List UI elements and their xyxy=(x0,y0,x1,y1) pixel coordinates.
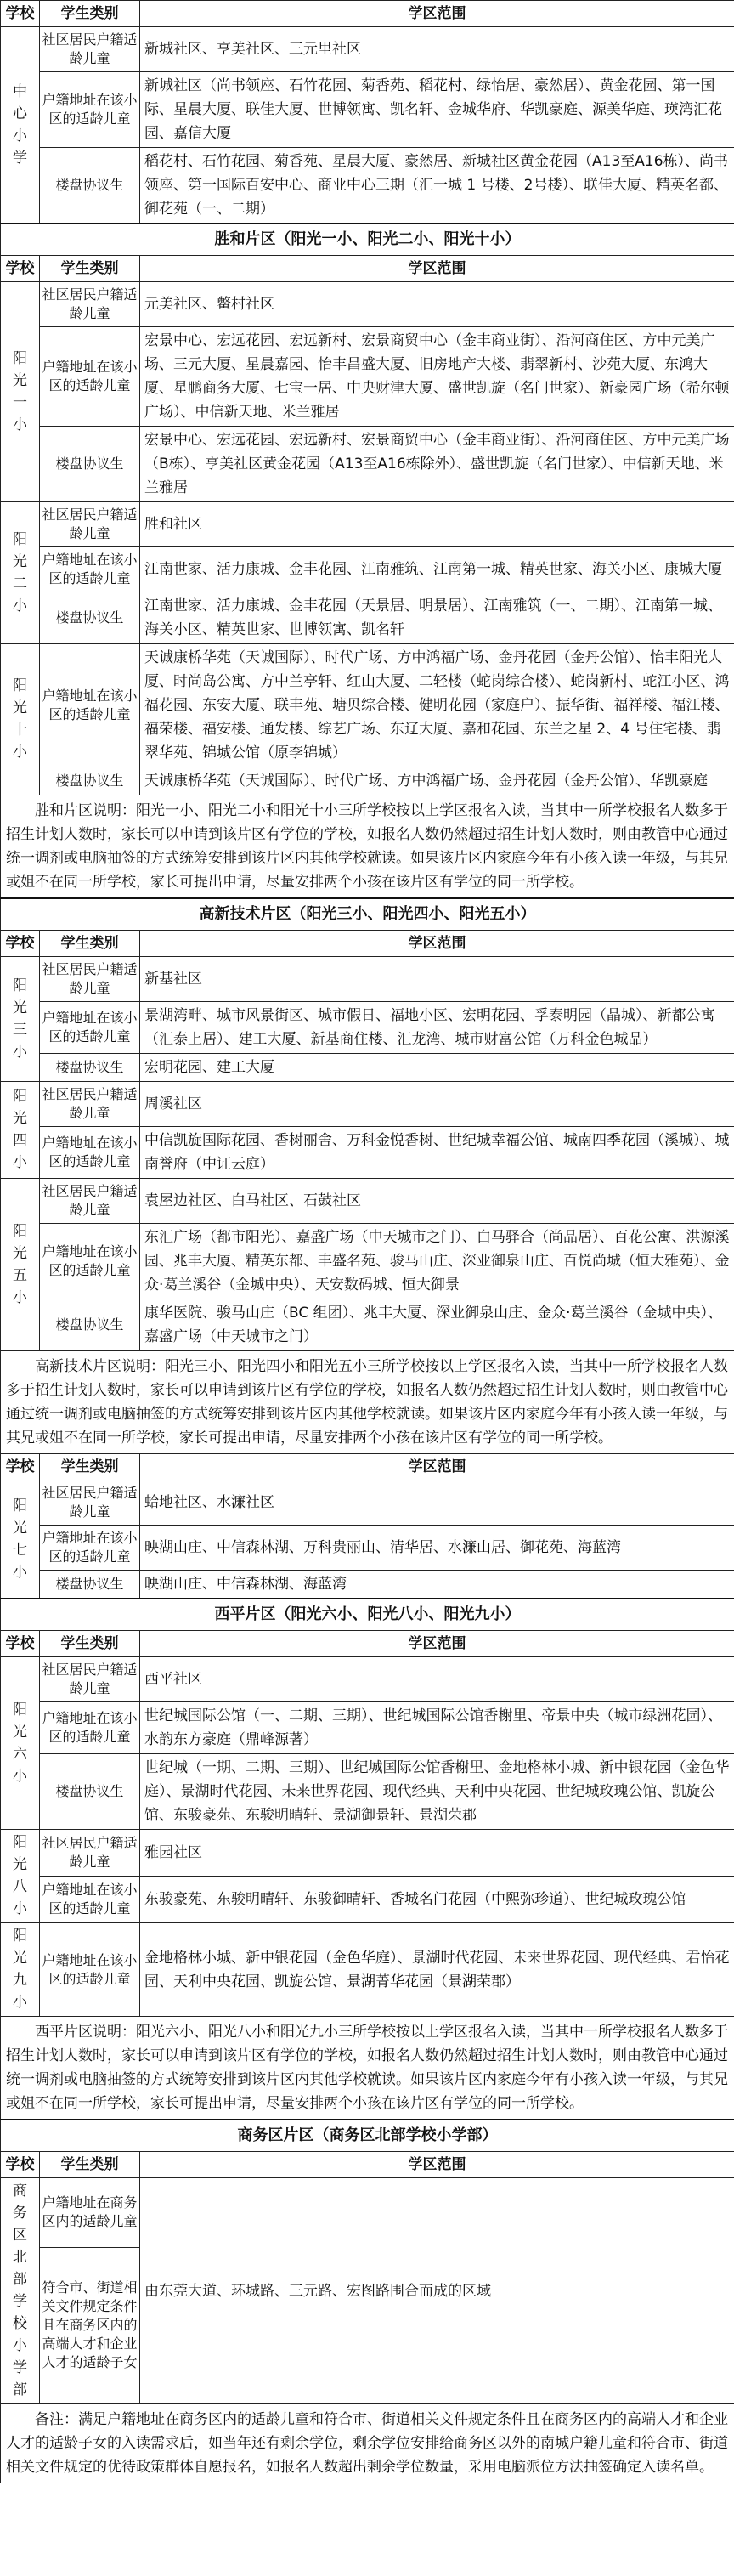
student-category: 楼盘协议生 xyxy=(40,1054,140,1082)
header-category: 学生类别 xyxy=(40,1631,140,1657)
student-category: 楼盘协议生 xyxy=(40,148,140,224)
section-note: 高新技术片区说明：阳光三小、阳光四小和阳光五小三所学校按以上学区报名入读，当其中一所学校报名人数多于招生计划人数时，家长可以申请到该片区有学位的学校，如报名人数仍然超过招生计划人数时，则由教管中心通过统一调剂或电脑抽签的方式统筹安排到该片区内其他学校就读。如果该片区内家庭今年有小孩入读一年级，与其兄或姐不在同一所学校，家长可提出申请，尽量安排两个小孩在该片区有学位的同一所学校。 xyxy=(1,1351,734,1454)
header-area: 学区范围 xyxy=(140,256,734,282)
district-area: 元美社区、鳖村社区 xyxy=(140,282,734,327)
table-row xyxy=(1,1480,734,1526)
district-area: 映湖山庄、中信森林湖、海蓝湾 xyxy=(140,1571,734,1599)
table-row xyxy=(1,1054,734,1082)
school-name: 中心小学 xyxy=(13,82,27,167)
table-row xyxy=(1,1571,734,1599)
section-title: 胜和片区（阳光一小、阳光二小、阳光十小） xyxy=(1,224,734,256)
student-category: 户籍地址在该小区的适龄儿童 xyxy=(40,1877,140,1923)
school-name: 阳光二小 xyxy=(13,530,27,614)
section-note: 西平片区说明：阳光六小、阳光八小和阳光九小三所学校按以上学区报名入读，当其中一所学校报名人数多于招生计划人数时，家长可以申请到该片区有学位的学校，如报名人数仍然超过招生计划人数时，则由教管中心通过统一调剂或电脑抽签的方式统筹安排到该片区内其他学校就读。如果该片区内家庭今年有小孩入读一年级，与其兄或姐不在同一所学校，家长可提出申请，尽量安排两个小孩在该片区有学位的同一所学校。 xyxy=(1,2017,734,2120)
table-row xyxy=(1,547,734,592)
district-area: 江南世家、活力康城、金丰花园、江南雅筑、江南第一城、精英世家、海关小区、康城大厦 xyxy=(140,547,734,592)
table-row xyxy=(1,1082,734,1127)
table-header-row xyxy=(1,2152,734,2178)
table-row xyxy=(1,327,734,427)
school-name-cell xyxy=(1,2178,40,2404)
section-title: 商务区片区（商务区北部学校小学部） xyxy=(1,2120,734,2152)
school-name-cell xyxy=(1,1830,40,1923)
header-category: 学生类别 xyxy=(40,1,140,27)
student-category: 户籍地址在该小区的适龄儿童 xyxy=(40,72,140,148)
school-name-cell xyxy=(1,1082,40,1179)
school-name-cell xyxy=(1,1179,40,1351)
student-category: 楼盘协议生 xyxy=(40,1299,140,1351)
section-title-row xyxy=(1,224,734,256)
table-row xyxy=(1,1179,734,1224)
district-area: 袁屋边社区、白马社区、石鼓社区 xyxy=(140,1179,734,1224)
table-row xyxy=(1,502,734,547)
header-category: 学生类别 xyxy=(40,931,140,957)
school-name-cell xyxy=(1,27,40,224)
section-title-row xyxy=(1,898,734,931)
district-area: 映湖山庄、中信森林湖、万科贵丽山、清华居、水濂山居、御花苑、海蓝湾 xyxy=(140,1526,734,1571)
table-row xyxy=(1,1002,734,1054)
header-area: 学区范围 xyxy=(140,1631,734,1657)
district-area: 东骏豪苑、东骏明晴轩、东骏御晴轩、香城名门花园（中熙弥珍道）、世纪城玫瑰公馆 xyxy=(140,1877,734,1923)
student-category: 社区居民户籍适龄儿童 xyxy=(40,1179,140,1224)
table-row xyxy=(1,282,734,327)
header-category: 学生类别 xyxy=(40,2152,140,2178)
student-category: 户籍地址在该小区的适龄儿童 xyxy=(40,1702,140,1754)
student-category: 社区居民户籍适龄儿童 xyxy=(40,1480,140,1526)
section-title-row xyxy=(1,1599,734,1631)
district-area: 胜和社区 xyxy=(140,502,734,547)
school-name-cell xyxy=(1,1923,40,2017)
school-name: 阳光七小 xyxy=(13,1497,27,1581)
header-school: 学校 xyxy=(1,1,40,27)
school-name-cell xyxy=(1,282,40,502)
table-row xyxy=(1,2178,734,2248)
district-area: 江南世家、活力康城、金丰花园（天景居、明景居）、江南雅筑（一、二期）、江南第一城、海关小区、精英世家、世博领寓、凯名轩 xyxy=(140,592,734,644)
school-name-cell xyxy=(1,502,40,644)
student-category: 楼盘协议生 xyxy=(40,592,140,644)
header-school: 学校 xyxy=(1,931,40,957)
school-name: 商务区北部学校小学部 xyxy=(13,2183,27,2398)
table-row xyxy=(1,592,734,644)
table-header-row xyxy=(1,1454,734,1480)
student-category: 社区居民户籍适龄儿童 xyxy=(40,27,140,72)
student-category: 社区居民户籍适龄儿童 xyxy=(40,502,140,547)
student-category: 户籍地址在该小区的适龄儿童 xyxy=(40,1923,140,2017)
district-area: 康华医院、骏马山庄（BC 组团）、兆丰大厦、深业御泉山庄、金众·葛兰溪谷（金城中央）、嘉盛广场（中天城市之门） xyxy=(140,1299,734,1351)
student-category: 户籍地址在该小区的适龄儿童 xyxy=(40,1224,140,1299)
student-category: 户籍地址在该小区的适龄儿童 xyxy=(40,1526,140,1571)
section-note: 备注：满足户籍地址在商务区内的适龄儿童和符合市、街道相关文件规定条件且在商务区内的高端人才和企业人才的适龄子女的入读需求后，如当年还有剩余学位，剩余学位安排给商务区以外的南城户籍儿童和符合市、街道相关文件规定的优待政策群体自愿报名，如报名人数超出剩余学位数量，采用电脑派位方法抽签确定入读名单。 xyxy=(1,2404,734,2483)
district-area: 宏景中心、宏远花园、宏远新村、宏景商贸中心（金丰商业街）、沿河商住区、方中元美广场（B栋）、亨美社区黄金花园（A13至A16栋除外）、盛世凯旋（名门世家）、中信新天地、米兰雅居 xyxy=(140,427,734,502)
school-name-cell xyxy=(1,644,40,795)
student-category: 户籍地址在商务区内的适龄儿童 xyxy=(40,2178,140,2248)
section-note-row xyxy=(1,2017,734,2120)
student-category: 符合市、街道相关文件规定条件且在商务区内的高端人才和企业人才的适龄子女 xyxy=(40,2247,140,2403)
header-school: 学校 xyxy=(1,1454,40,1480)
district-area: 由东莞大道、环城路、三元路、宏图路围合而成的区域 xyxy=(140,2178,734,2404)
table-row xyxy=(1,27,734,72)
header-school: 学校 xyxy=(1,256,40,282)
header-area: 学区范围 xyxy=(140,1454,734,1480)
section-note-row xyxy=(1,2404,734,2483)
table-row xyxy=(1,957,734,1002)
section-title: 高新技术片区（阳光三小、阳光四小、阳光五小） xyxy=(1,898,734,931)
school-name: 阳光一小 xyxy=(13,349,27,433)
table-row xyxy=(1,1526,734,1571)
district-area: 天诚康桥华苑（天诚国际）、时代广场、方中鸿福广场、金丹花园（金丹公馆）、怡丰阳光大厦、时尚岛公寓、方中兰亭轩、红山大厦、二轻楼（蛇岗综合楼）、蛇岗新村、蛇江小区、鸿福花园、东安大厦、联丰苑、塘贝综合楼、健明花园（家庭户）、振华街、福祥楼、福江楼、福荣楼、福安楼、通发楼、综艺广场、东辽大厦、嘉和花园、东兰之星 2、4 号住宅楼、翡翠华苑、锦城公馆（原李锦城） xyxy=(140,644,734,767)
student-category: 社区居民户籍适龄儿童 xyxy=(40,1657,140,1702)
table-row xyxy=(1,148,734,224)
district-area: 新基社区 xyxy=(140,957,734,1002)
school-name: 阳光八小 xyxy=(13,1834,27,1917)
student-category: 楼盘协议生 xyxy=(40,767,140,795)
table-row xyxy=(1,1299,734,1351)
district-area: 天诚康桥华苑（天诚国际）、时代广场、方中鸿福广场、金丹花园（金丹公馆）、华凯豪庭 xyxy=(140,767,734,795)
student-category: 社区居民户籍适龄儿童 xyxy=(40,282,140,327)
section-title: 西平片区（阳光六小、阳光八小、阳光九小） xyxy=(1,1599,734,1631)
student-category: 楼盘协议生 xyxy=(40,427,140,502)
header-area: 学区范围 xyxy=(140,2152,734,2178)
section-note: 胜和片区说明：阳光一小、阳光二小和阳光十小三所学校按以上学区报名入读，当其中一所学校报名人数多于招生计划人数时，家长可以申请到该片区有学位的学校，如报名人数仍然超过招生计划人数时，则由教管中心通过统一调剂或电脑抽签的方式统筹安排到该片区内其他学校就读。如果该片区内家庭今年有小孩入读一年级，与其兄或姐不在同一所学校，家长可提出申请，尽量安排两个小孩在该片区有学位的同一所学校。 xyxy=(1,795,734,899)
section-note-row xyxy=(1,795,734,899)
student-category: 楼盘协议生 xyxy=(40,1571,140,1599)
school-name-cell xyxy=(1,1657,40,1830)
district-area: 景湖湾畔、城市风景街区、城市假日、福地小区、宏明花园、孚泰明园（晶城）、新都公寓（汇泰上居）、建工大厦、新基商住楼、汇龙湾、城市财富公馆（万科金色城品） xyxy=(140,1002,734,1054)
header-area: 学区范围 xyxy=(140,931,734,957)
table-row xyxy=(1,1224,734,1299)
table-header-row xyxy=(1,931,734,957)
header-school: 学校 xyxy=(1,1631,40,1657)
student-category: 社区居民户籍适龄儿童 xyxy=(40,957,140,1002)
district-area: 金地格林小城、新中银花园（金色华庭）、景湖时代花园、未来世界花园、现代经典、君怡花园、天利中央花园、凯旋公馆、景湖菁华花园（景湖荣郡） xyxy=(140,1923,734,2017)
table-header-row xyxy=(1,1,734,27)
district-area: 蛤地社区、水濂社区 xyxy=(140,1480,734,1526)
school-name: 阳光三小 xyxy=(13,977,27,1061)
school-name: 阳光六小 xyxy=(13,1701,27,1785)
school-name-cell xyxy=(1,1480,40,1599)
section-note-row xyxy=(1,1351,734,1454)
table-row xyxy=(1,1830,734,1877)
section-title-row xyxy=(1,2120,734,2152)
table-header-row xyxy=(1,1631,734,1657)
table-row xyxy=(1,1923,734,2017)
table-row xyxy=(1,1657,734,1702)
district-area: 新城社区、亨美社区、三元里社区 xyxy=(140,27,734,72)
student-category: 户籍地址在该小区的适龄儿童 xyxy=(40,1002,140,1054)
table-row xyxy=(1,1127,734,1179)
student-category: 户籍地址在该小区的适龄儿童 xyxy=(40,547,140,592)
district-area: 中信凯旋国际花园、香树丽舍、万科金悦香树、世纪城幸福公馆、城南四季花园（溪城）、城南誉府（中证云庭） xyxy=(140,1127,734,1179)
student-category: 社区居民户籍适龄儿童 xyxy=(40,1082,140,1127)
district-area: 宏明花园、建工大厦 xyxy=(140,1054,734,1082)
student-category: 户籍地址在该小区的适龄儿童 xyxy=(40,327,140,427)
district-area: 世纪城国际公馆（一、二期、三期）、世纪城国际公馆香榭里、帝景中央（城市绿洲花园）、水韵东方豪庭（鼎峰源著） xyxy=(140,1702,734,1754)
student-category: 楼盘协议生 xyxy=(40,1754,140,1830)
district-area: 世纪城（一期、二期、三期）、世纪城国际公馆香榭里、金地格林小城、新中银花园（金色华庭）、景湖时代花园、未来世界花园、现代经典、天利中央花园、世纪城玫瑰公馆、凯旋公馆、东骏豪苑、东骏明晴轩、景湖御景轩、景湖荣郡 xyxy=(140,1754,734,1830)
district-area: 周溪社区 xyxy=(140,1082,734,1127)
district-area: 稻花村、石竹花园、菊香苑、星晨大厦、豪然居、新城社区黄金花园（A13至A16栋）、尚书领座、第一国际百安中心、商业中心三期（汇一城 1 号楼、2号楼）、联佳大厦、精英名都、御花苑（一、二期） xyxy=(140,148,734,224)
header-category: 学生类别 xyxy=(40,1454,140,1480)
table-row xyxy=(1,72,734,148)
table-row xyxy=(1,1754,734,1830)
table-row xyxy=(1,427,734,502)
header-area: 学区范围 xyxy=(140,1,734,27)
student-category: 户籍地址在该小区的适龄儿童 xyxy=(40,1127,140,1179)
school-name: 阳光九小 xyxy=(13,1928,27,2011)
student-category: 户籍地址在该小区的适龄儿童 xyxy=(40,644,140,767)
school-name-cell xyxy=(1,957,40,1082)
header-category: 学生类别 xyxy=(40,256,140,282)
school-name: 阳光五小 xyxy=(13,1222,27,1306)
header-school: 学校 xyxy=(1,2152,40,2178)
district-area: 宏景中心、宏远花园、宏远新村、宏景商贸中心（金丰商业街）、沿河商住区、方中元美广场、三元大厦、星晨嘉园、怡丰昌盛大厦、旧房地产大楼、翡翠新村、沙苑大厦、东鸿大厦、星鹏商务大厦、七宝一居、中央财津大厦、盛世凯旋（名门世家）、新豪园广场（希尔顿广场）、中信新天地、米兰雅居 xyxy=(140,327,734,427)
school-name: 阳光四小 xyxy=(13,1088,27,1171)
school-name: 阳光十小 xyxy=(13,677,27,761)
table-row xyxy=(1,767,734,795)
table-body xyxy=(1,1,734,2483)
district-area: 东汇广场（都市阳光）、嘉盛广场（中天城市之门）、白马驿合（尚品居）、百花公寓、洪源溪园、兆丰大厦、精英东都、丰盛名苑、骏马山庄、深业御泉山庄、百悦尚城（恒大雅苑）、金众·葛兰溪谷（金城中央）、天安数码城、恒大御景 xyxy=(140,1224,734,1299)
table-row xyxy=(1,1877,734,1923)
table-row xyxy=(1,644,734,767)
table-row xyxy=(1,1702,734,1754)
table-header-row xyxy=(1,256,734,282)
district-area: 雅园社区 xyxy=(140,1830,734,1877)
district-area: 新城社区（尚书领座、石竹花园、菊香苑、稻花村、绿怡居、豪然居）、黄金花园、第一国际、星晨大厦、联佳大厦、世博领寓、凯名轩、金城华府、华凯豪庭、源美华庭、瑛湾汇花园、嘉信大厦 xyxy=(140,72,734,148)
district-area: 西平社区 xyxy=(140,1657,734,1702)
student-category: 社区居民户籍适龄儿童 xyxy=(40,1830,140,1877)
